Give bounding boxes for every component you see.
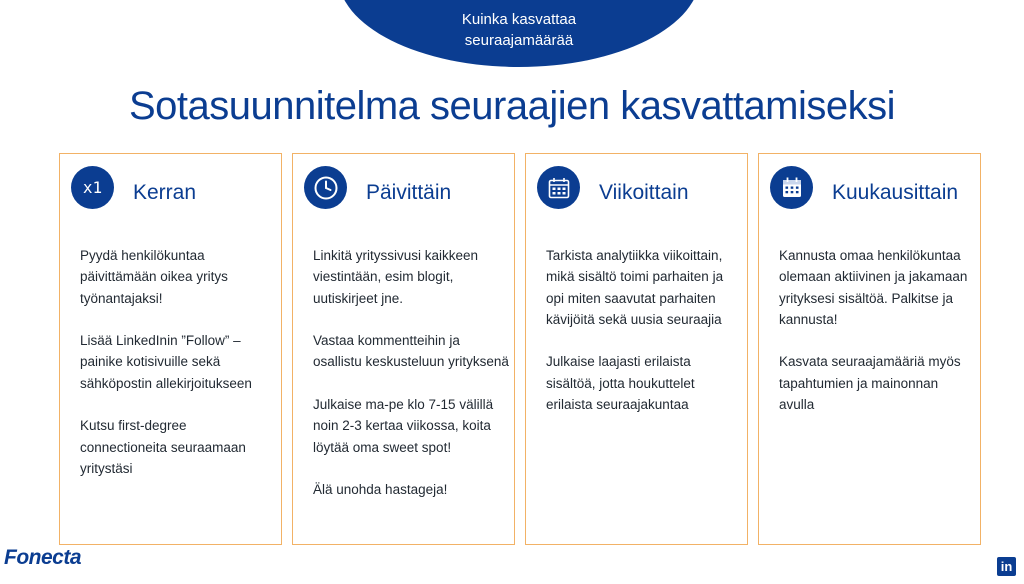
card-paragraph: Kannusta omaa henkilökuntaa olemaan aktiivinen ja jakamaan yrityksesi sisältöä. Palkitse ja kannusta! (779, 248, 968, 327)
calendar-icon (537, 166, 580, 209)
page-title: Sotasuunnitelma seuraajien kasvattamiseksi (128, 84, 896, 128)
card-body (313, 245, 509, 522)
card-once (59, 153, 282, 545)
card-monthly (758, 153, 981, 545)
linkedin-icon[interactable]: in (997, 557, 1016, 576)
card-paragraph: Pyydä henkilökuntaa päivittämään oikea yritys työnantajaksi! (80, 248, 228, 306)
card-paragraph: Linkitä yrityssivusi kaikkeen viestintään, esim blogit, uutiskirjeet jne. (313, 248, 479, 306)
card-body (779, 245, 975, 437)
card-body (546, 245, 742, 437)
card-title: Viikoittain (599, 181, 689, 204)
banner-line-2: seuraajamäärää (464, 32, 574, 49)
card-paragraph: Lisää LinkedInin ”Follow” – painike kotisivuille sekä sähköpostin allekirjoitukseen (80, 333, 252, 391)
monthly-calendar-icon (770, 166, 813, 209)
card-paragraph: Julkaise ma-pe klo 7-15 välillä noin 2-3 kertaa viikossa, koita löytää oma sweet spot! (313, 397, 494, 455)
clock-icon (304, 166, 347, 209)
card-paragraph: Kasvata seuraajamääriä myös tapahtumien ja mainonnan avulla (779, 354, 961, 413)
card-title: Päivittäin (366, 181, 452, 204)
banner-line-1: Kuinka kasvattaa (461, 11, 577, 28)
card-title: Kerran (133, 181, 197, 204)
top-banner (338, 0, 700, 67)
card-body (80, 245, 276, 501)
fonecta-logo: Fonecta (4, 546, 82, 569)
card-paragraph: Tarkista analytiikka viikoittain, mikä sisältö toimi parhaiten ja opi miten saavutat parhaiten kävijöitä sekä uusia seuraajia (546, 248, 724, 327)
card-paragraph: Vastaa kommentteihin ja osallistu keskusteluun yrityksenä (313, 333, 509, 370)
x1-icon: x1 (71, 166, 114, 209)
card-paragraph: Älä unohda hastageja! (313, 482, 448, 498)
card-title: Kuukausittain (832, 181, 959, 204)
card-paragraph: Julkaise laajasti erilaista sisältöä, jotta houkuttelet erilaista seuraajakuntaa (546, 354, 695, 413)
card-paragraph: Kutsu first-degree connectioneita seuraamaan yritystäsi (80, 418, 246, 476)
card-daily (292, 153, 515, 545)
card-weekly (525, 153, 748, 545)
